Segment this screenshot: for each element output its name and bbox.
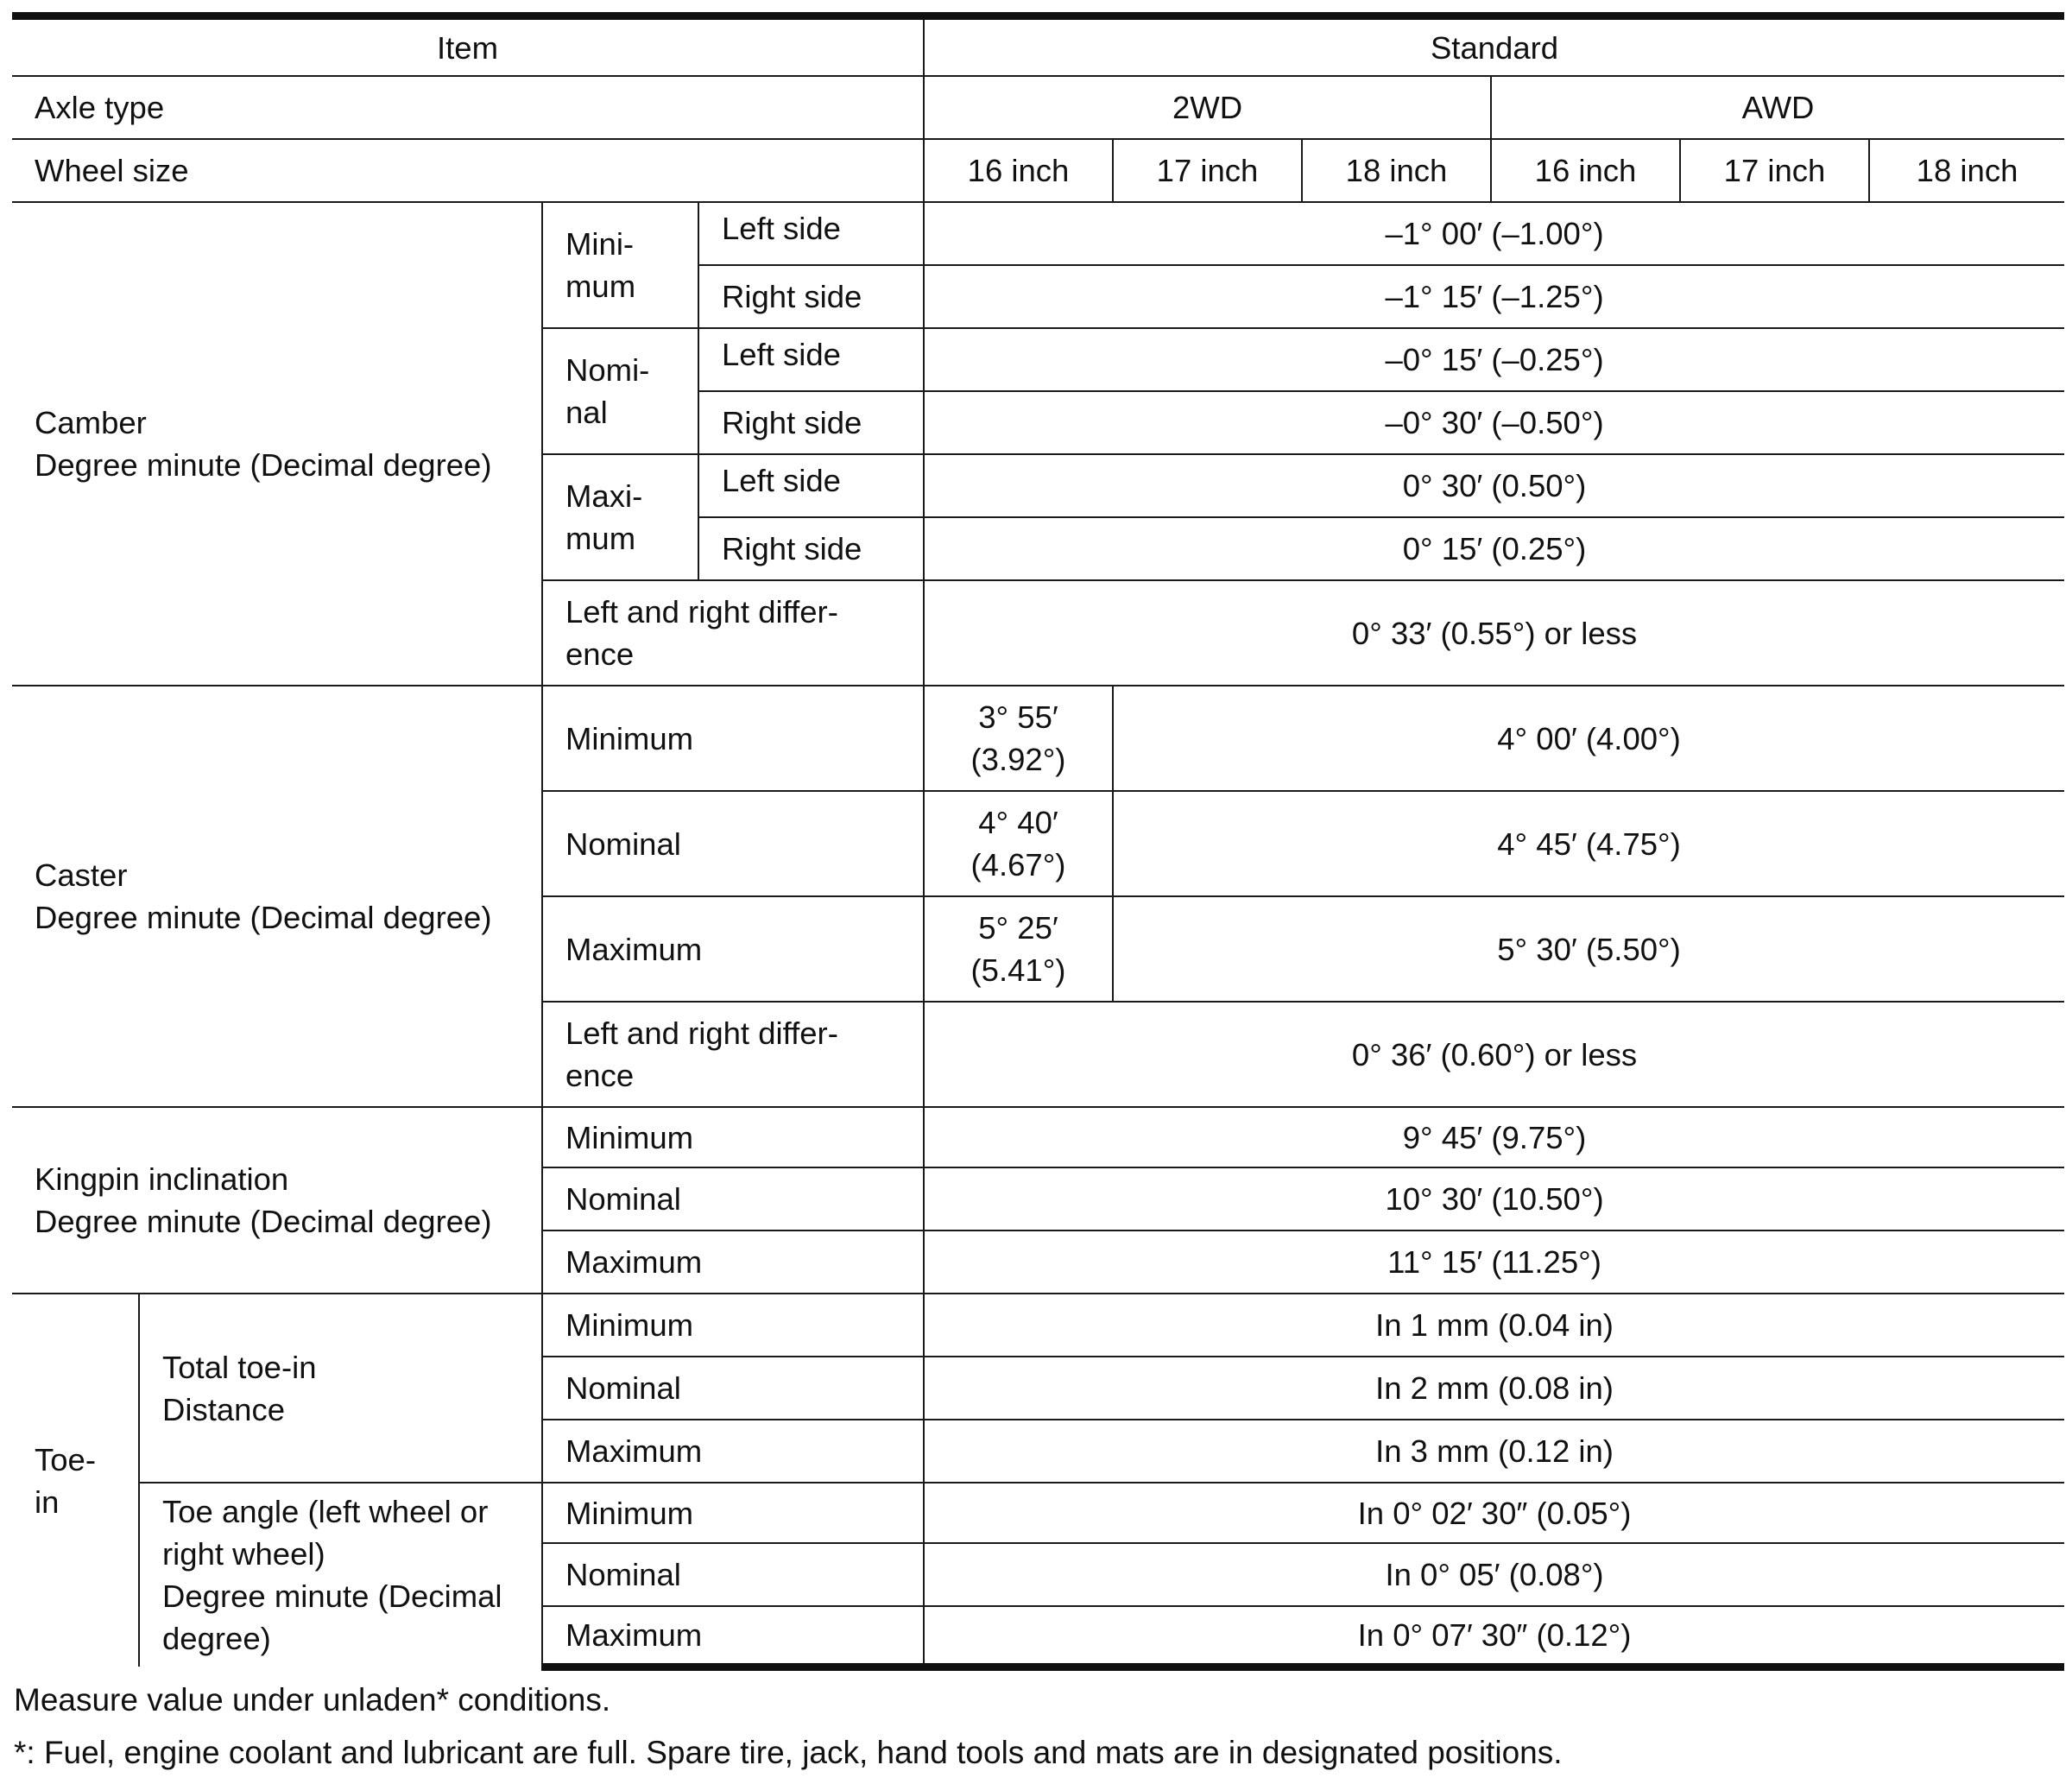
camber-max-label-cell: [542, 454, 698, 580]
kingpin-max-value: 11° 15′ (11.25°): [924, 1230, 2064, 1294]
toe-angle-nom-label: Nominal: [542, 1543, 924, 1606]
camber-max-right-label: Right side: [698, 517, 924, 580]
toe-in-title-cell: [12, 1294, 139, 1667]
wheel-size-2wd-18: 18 inch: [1302, 139, 1491, 202]
wheel-size-2wd-16: 16 inch: [924, 139, 1113, 202]
header-row-item: [12, 16, 2064, 77]
caster-min-2wd16-dec: (3.92°): [970, 742, 1066, 777]
camber-diff-label-a: Left and right differ-: [565, 594, 838, 629]
kingpin-min-row: [12, 1107, 2064, 1167]
caster-nom-label: Nominal: [542, 791, 924, 896]
caster-diff-label-cell: [542, 1002, 924, 1107]
header-row-axle: [12, 76, 2064, 139]
camber-unit: Degree minute (Decimal degree): [35, 447, 492, 483]
header-standard: Standard: [924, 16, 2064, 77]
camber-title-cell: [12, 202, 542, 686]
camber-diff-label-cell: [542, 580, 924, 686]
camber-min-right-value: –1° 15′ (–1.25°): [924, 265, 2064, 328]
kingpin-max-label: Maximum: [542, 1230, 924, 1294]
toe-angle-label-cell: [139, 1483, 542, 1667]
camber-min-label-b: mum: [565, 269, 636, 304]
toe-angle-min-row: [12, 1483, 2064, 1543]
camber-max-label-a: Maxi-: [565, 478, 643, 514]
toe-angle-min-value: In 0° 02′ 30″ (0.05°): [924, 1483, 2064, 1543]
camber-max-left-label: Left side: [698, 454, 924, 517]
camber-nom-label-b: nal: [565, 395, 608, 430]
caster-title-cell: [12, 686, 542, 1107]
toe-total-nom-value: In 2 mm (0.08 in): [924, 1357, 2064, 1420]
caster-min-other: 4° 00′ (4.00°): [1113, 686, 2064, 791]
caster-diff-label-a: Left and right differ-: [565, 1015, 838, 1051]
toe-angle-max-label: Maximum: [542, 1606, 924, 1667]
camber-min-left-label: Left side: [698, 202, 924, 265]
toe-total-min-label: Minimum: [542, 1294, 924, 1357]
caster-min-2wd16: [924, 686, 1113, 791]
camber-max-label-b: mum: [565, 521, 636, 556]
caster-nom-2wd16-dec: (4.67°): [970, 847, 1066, 883]
caster-nom-other: 4° 45′ (4.75°): [1113, 791, 2064, 896]
caster-nom-2wd16: [924, 791, 1113, 896]
camber-nom-left-label: Left side: [698, 328, 924, 391]
camber-diff-value: 0° 33′ (0.55°) or less: [924, 580, 2064, 686]
camber-min-label-a: Mini-: [565, 226, 635, 262]
kingpin-min-value: 9° 45′ (9.75°): [924, 1107, 2064, 1167]
kingpin-unit: Degree minute (Decimal degree): [35, 1204, 492, 1239]
axle-2wd: 2WD: [924, 76, 1491, 139]
axle-awd: AWD: [1491, 76, 2064, 139]
camber-nom-label-a: Nomi-: [565, 352, 650, 388]
camber-nom-right-label: Right side: [698, 391, 924, 454]
toe-total-max-value: In 3 mm (0.12 in): [924, 1420, 2064, 1483]
camber-title: Camber: [35, 405, 147, 440]
kingpin-nom-label: Nominal: [542, 1167, 924, 1230]
caster-nom-2wd16-deg: 4° 40′: [978, 805, 1058, 840]
toe-angle-max-value: In 0° 07′ 30″ (0.12°): [924, 1606, 2064, 1667]
toe-total-label-b: Distance: [162, 1391, 286, 1427]
toe-angle-label-a: Toe angle (left wheel or: [162, 1494, 489, 1529]
caster-max-2wd16-deg: 5° 25′: [978, 910, 1058, 946]
camber-min-label-cell: [542, 202, 698, 328]
toe-total-min-value: In 1 mm (0.04 in): [924, 1294, 2064, 1357]
camber-diff-label-b: ence: [565, 636, 635, 672]
caster-min-label: Minimum: [542, 686, 924, 791]
toe-total-min-row: [12, 1294, 2064, 1357]
caster-max-label: Maximum: [542, 896, 924, 1002]
camber-nom-right-value: –0° 30′ (–0.50°): [924, 391, 2064, 454]
caster-max-2wd16: [924, 896, 1113, 1002]
caster-unit: Degree minute (Decimal degree): [35, 900, 492, 935]
toe-in-title-a: Toe-: [35, 1441, 97, 1477]
toe-angle-label-b: right wheel): [162, 1536, 325, 1572]
caster-min-row: [12, 686, 2064, 791]
camber-min-left-row: [12, 202, 2064, 265]
toe-total-label-a: Total toe-in: [162, 1349, 317, 1385]
camber-min-right-label: Right side: [698, 265, 924, 328]
wheel-alignment-table: [12, 12, 2064, 1671]
header-item: Item: [12, 16, 924, 77]
toe-angle-nom-value: In 0° 05′ (0.08°): [924, 1543, 2064, 1606]
camber-min-left-value: –1° 00′ (–1.00°): [924, 202, 2064, 265]
table-notes: [14, 1673, 1563, 1779]
caster-min-2wd16-deg: 3° 55′: [978, 699, 1058, 735]
kingpin-nom-value: 10° 30′ (10.50°): [924, 1167, 2064, 1230]
wheel-size-awd-16: 16 inch: [1491, 139, 1680, 202]
camber-nom-left-value: –0° 15′ (–0.25°): [924, 328, 2064, 391]
caster-diff-value: 0° 36′ (0.60°) or less: [924, 1002, 2064, 1107]
camber-max-right-value: 0° 15′ (0.25°): [924, 517, 2064, 580]
caster-title: Caster: [35, 857, 128, 893]
toe-angle-min-label: Minimum: [542, 1483, 924, 1543]
wheel-size-awd-18: 18 inch: [1869, 139, 2064, 202]
toe-in-title-b: in: [35, 1484, 60, 1520]
kingpin-min-label: Minimum: [542, 1107, 924, 1167]
wheel-size-awd-17: 17 inch: [1680, 139, 1869, 202]
kingpin-title: Kingpin inclination: [35, 1161, 289, 1197]
toe-total-nom-label: Nominal: [542, 1357, 924, 1420]
note-unladen-definition: *: Fuel, engine coolant and lubricant are full. Spare tire, jack, hand tools and mats are in designated positions.: [14, 1735, 1563, 1770]
wheel-size-2wd-17: 17 inch: [1113, 139, 1302, 202]
toe-total-label-cell: [139, 1294, 542, 1483]
toe-angle-label-d: degree): [162, 1621, 271, 1656]
caster-max-2wd16-dec: (5.41°): [970, 952, 1066, 988]
caster-max-other: 5° 30′ (5.50°): [1113, 896, 2064, 1002]
axle-type-label: Axle type: [12, 76, 924, 139]
camber-max-left-value: 0° 30′ (0.50°): [924, 454, 2064, 517]
header-row-wheel: [12, 139, 2064, 202]
wheel-size-label: Wheel size: [12, 139, 924, 202]
camber-nom-label-cell: [542, 328, 698, 454]
kingpin-title-cell: [12, 1107, 542, 1294]
toe-angle-label-c: Degree minute (Decimal: [162, 1578, 502, 1614]
toe-total-max-label: Maximum: [542, 1420, 924, 1483]
note-unladen: Measure value under unladen* conditions.: [14, 1682, 611, 1718]
caster-diff-label-b: ence: [565, 1058, 635, 1093]
